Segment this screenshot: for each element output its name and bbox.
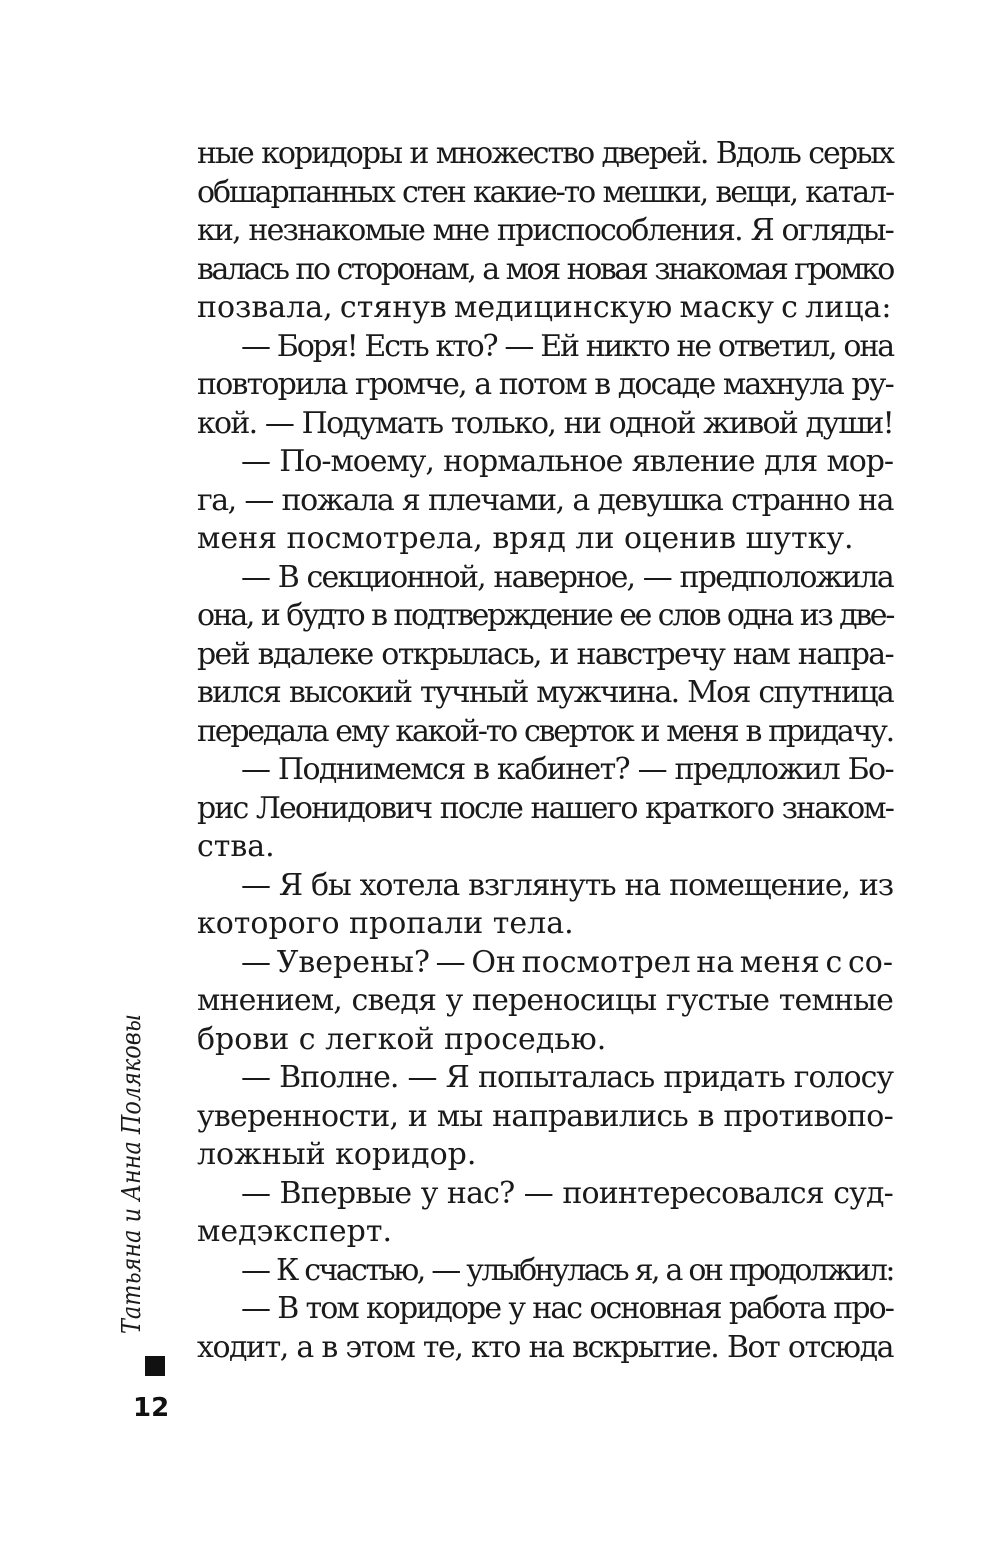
text-line: меня посмотрела, вряд ли оценив шутку.: [197, 521, 854, 556]
text-line: повторила громче, а потом в досаде махнула ру-: [197, 367, 893, 402]
text-line: обшарпанных стен какие-то мешки, вещи, катал-: [197, 174, 893, 210]
text-line: рис Леонидович после нашего краткого знаком-: [197, 790, 893, 826]
paragraph-first-line: — По-моему, нормальное явление для мор-: [241, 444, 893, 479]
body-text: [197, 135, 893, 1367]
text-line: рей вдалеке открылась, и навстречу нам напра-: [197, 636, 893, 672]
text-line: га, — пожала я плечами, а девушка странно на: [197, 482, 893, 518]
text-line: позвала, стянув медицинскую маску с лица:: [197, 290, 892, 325]
text-line: медэксперт.: [197, 1214, 392, 1249]
text-line: вился высокий тучный мужчина. Моя спутница: [197, 675, 893, 710]
text-line: ства.: [197, 829, 275, 864]
paragraph-first-line: — В том коридоре у нас основная работа про-: [241, 1291, 893, 1326]
running-head-authors: [114, 1014, 150, 1334]
paragraph-first-line: — Поднимемся в кабинет? — предложил Бо-: [241, 752, 893, 787]
text-line: она, и будто в подтверждение ее слов одна из две-: [197, 598, 893, 633]
paragraph-first-line: — Впервые у нас? — поинтересовался суд-: [241, 1175, 893, 1211]
paragraph-first-line: — К счастью, — улыбнулась я, а он продолжил:: [241, 1252, 893, 1288]
text-line: мнением, сведя у переносицы густые темные: [197, 983, 893, 1018]
page-marker-square: [145, 1356, 165, 1376]
paragraph-first-line: — Боря! Есть кто? — Ей никто не ответил, она: [241, 328, 893, 364]
page-number: 12: [133, 1393, 170, 1423]
text-line: ки, незнакомые мне приспособления. Я огляды-: [197, 213, 893, 248]
text-line: ложный коридор.: [197, 1137, 477, 1172]
text-line: которого пропали тела.: [197, 906, 574, 941]
text-line: передала ему какой-то сверток и меня в придачу.: [197, 713, 893, 749]
text-line: ные коридоры и множество дверей. Вдоль серых: [197, 136, 893, 171]
text-line: брови с легкой проседью.: [197, 1021, 607, 1057]
paragraph-first-line: — Уверены? — Он посмотрел на меня с со-: [241, 944, 893, 980]
text-line: валась по сторонам, а моя новая знакомая громко: [197, 251, 893, 287]
paragraph-first-line: — В секционной, наверное, — предположила: [241, 559, 893, 595]
running-head-text: Татьяна и Анна Поляковы: [117, 1014, 147, 1334]
text-line: ходит, а в этом те, кто на вскрытие. Вот отсюда: [197, 1329, 893, 1365]
paragraph-first-line: — Я бы хотела взглянуть на помещение, из: [241, 867, 893, 903]
paragraph-first-line: — Вполне. — Я попыталась придать голосу: [241, 1060, 893, 1095]
text-line: кой. — Подумать только, ни одной живой души!: [197, 405, 893, 441]
text-line: уверенности, и мы направились в противопо-: [197, 1098, 893, 1134]
